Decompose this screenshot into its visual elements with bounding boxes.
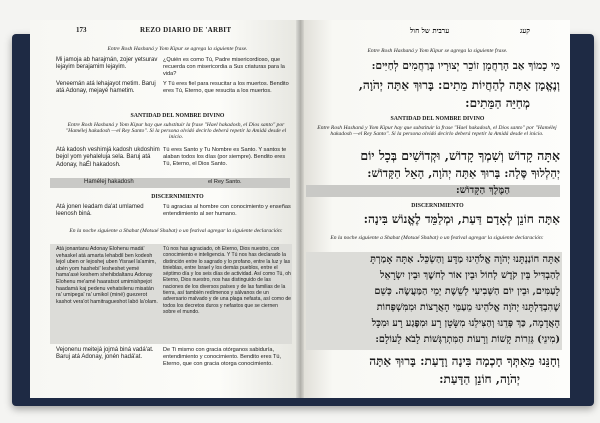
right-page-number: קעג (520, 26, 531, 35)
left-translit-3: Atá kadosh veshimjá kadosh ukdoshim bejol yom yehaleluja sela. Baruj atá Adonay, haÉl hakadosh. (56, 147, 160, 168)
right-hebrew-5: יְהַלְלוּךָ סֶּלָה: בָּרוּךְ אַתָּה יְהֹוָה, הָאֵל הַקָּדוֹשׁ: (367, 166, 560, 180)
left-spanish-1: ¿Quién es como Tú, Padre misericordioso, que recuerda con misericordia a Sus criaturas para la vida? (163, 57, 285, 77)
left-spanish-6: Tú nos has agraciado, oh Eterno, Dios nuestro, con conocimiento e inteligencia. Y Tú nos has declarado la distinción entre lo sagrado y lo profano, entre la luz y las tinieblas, entre Israel y los demás pueblos, entre el séptimo día y los seis días de actividad. Así como Tú, oh Eterno, Dios nuestro, nos has distinguido de las naciones de los diversos países y de las familias de la tierra, así también redímenos y sálvanos de un adversario malvado y de una plaga nefasta, así como de todos los decretos duros y nefastos que se ciernen sobre el mundo. (163, 246, 291, 315)
left-section-discernment: DISCERNIMIENTO (151, 194, 204, 200)
right-hebrew-4: אַתָּה קָדוֹשׁ וְשִׁמְךָ קָדוֹשׁ, וּקְדוֹשִׁים בְּכָל יוֹם (360, 148, 560, 163)
left-spanish-7: De Ti mismo con gracia otórganos sabiduría, entendimiento y conocimiento. Bendito eres Tú, Eterno, que con gracia otorga conocimiento. (163, 347, 282, 367)
left-translit-6: Atá jonantanu Adonay Elohenu madá' vehaskel atá amarta lehabdil ben kodesh lejol uben or lejoshej uben Yisrael la'amim, ubén yom hashebí' lesheshet yemé hama'asé keshem shehibdaltanu Adonay Elohenu me'amé haaratsot umimishpejot haadamá kaj pedenu vehatsilenu misatán ra' umipega' ra' umikol (miné) guezerot kashot vera'ot hamitragueshot labó la'olam. (56, 246, 158, 305)
left-spanish-5: Tú agracias al hombre con conocimiento y enseñas entendimiento al ser humano. (163, 204, 291, 217)
left-running-head: REZO DIARIO DE 'ARBIT (140, 26, 232, 34)
right-running-head: ערבית של חול (410, 26, 450, 35)
left-translit-1: Mi jamoja ab harajmán, zojer yetsurav lejayim berajamim lejayim. (56, 57, 158, 71)
left-instruction-3: En la noche siguiente a Shabat (Motsaé Shabat) o un festival agregar la siguiente declaración: (69, 228, 283, 234)
right-hebrew-13: (מִינֵי) גְּזֵרוֹת קָשׁוֹת וְרָעוֹת הַמִּתְרַגְּשׁוֹת לָבֹא לָעוֹלָם: (375, 334, 560, 345)
left-section-holiness: SANTIDAD DEL NOMBRE DIVINO (130, 113, 225, 119)
right-hebrew-2: וְנֶאֱמָן אַתָּה לְהַחֲיוֹת מֵתִים: בָּרוּךְ אַתָּה יְהֹוָה, (358, 78, 560, 92)
left-translit-4: Hamélej hakadosh (84, 179, 134, 185)
right-hebrew-15: יְהֹוָה, חוֹנֵן הַדָּעַת: (439, 372, 520, 386)
right-hebrew-12: הָאֲדָמָה, כַּךְ פְּדֵנוּ וְהַצִּילֵנוּ מִשָּׂטָן רָע וּמִפֶּגַע רָע וּמִכָּל (371, 318, 560, 329)
right-hebrew-1: מִי כָמוֹךָ אַב הָרַחֲמָן זוֹכֵר יְצוּרָיו בְּרַחֲמִים לְחַיִּים: (371, 60, 560, 72)
left-instruction-2: Entre Rosh Hashaná y Yom Kipur hay que substituir la frase "Hael hakadosh, el Dios santo" por "Hamélej hakadosh —el Rey Santo". Si la persona olvidó decirlo deberá repetir la Amidá desde el inicio. (65, 122, 287, 140)
right-hebrew-8: אַתָּה חוֹנַנְתָּנוּ יְהֹוָה אֱלֹהֵינוּ מַדָּע וְהַשְׂכֵּל. אַתָּה אָמַרְתָּ (370, 254, 560, 265)
left-instruction-1: Entre Rosh Hashaná y Yom Kipur se agrega la siguiente frase. (107, 46, 248, 52)
left-spanish-3: Tú eres Santo y Tu Nombre es Santo. Y santos te alaban todos los días (por siempre). Bendito eres Tú, Eterno, el Dios Santo. (163, 147, 287, 167)
right-hebrew-6: הַמֶּלֶךְ הַקָּדוֹשׁ: (456, 185, 510, 196)
left-translit-2: Veneemán atá lehajayot metim. Baruj atá Adonay, mejayé hametim. (56, 81, 156, 95)
left-page (30, 20, 300, 398)
right-hebrew-10: לָעַמִּים, וּבֵין יוֹם הַשְּׁבִיעִי לְשֵׁשֶׁת יְמֵי הַמַּעֲשֶׂה. כְּשֵׁם (374, 286, 560, 297)
right-hebrew-9: לְהַבְדִּיל בֵּין קֹדֶשׁ לְחוֹל וּבֵין אוֹר לְחשֶׁךְ וּבֵין יִשְׂרָאֵל (380, 270, 560, 281)
right-hebrew-14: וְחָנֵּנוּ מֵאִתְּךָ חָכְמָה בִּינָה וָדָעַת: בָּרוּךְ אַתָּה (369, 354, 560, 368)
right-hebrew-7: אַתָּה חוֹנֵן לְאָדָם דַּעַת, וּמְלַמֵּד לֶאֱנוֹשׁ בִּינָה: (363, 212, 560, 226)
right-section-holiness: SANTIDAD DEL NOMBRE DIVINO (390, 116, 485, 122)
right-instruction-1: Entre Rosh Hashaná y Yom Kipur se agrega la siguiente frase. (367, 48, 508, 54)
right-instruction-3: En la noche siguiente a Shabat (Motsaé Shabat) o un festival agregar la siguiente declaración: (330, 235, 544, 241)
book-spine-gutter (296, 20, 304, 398)
left-spanish-4: el Rey Santo. (208, 179, 242, 185)
left-spanish-2: Y Tú eres fiel para resucitar a los muertos. Bendito eres Tú, Eterno, que resucita a los muertos. (163, 81, 289, 94)
right-hebrew-3: מְחַיֵּה הַמֵּתִים: (465, 96, 530, 110)
right-hebrew-11: שֶׁהִבְדַּלְתָּנוּ יְהֹוָה אֱלֹהֵינוּ מֵעַמֵּי הָאֲרָצוֹת וּמִמִּשְׁפְּחוֹת (376, 302, 560, 313)
right-instruction-2: Entre Rosh Hashaná y Yom Kipur hay que substituir la frase "Hael hakadosh, el Dios santo" por "Hamélej hakadosh —el Rey Santo". Si la persona olvidó decirlo deberá repetir la Amidá desde el inicio. (317, 125, 557, 137)
left-page-number: 173 (76, 26, 87, 34)
left-translit-7: Vejonenu meitejá jojmá biná vadá'at. Baruj atá Adonay, jonén hadá'at. (56, 347, 154, 361)
right-page (300, 20, 570, 398)
right-section-discernment: DISCERNIMIENTO (411, 203, 464, 209)
left-translit-5: Atá jonen leadam da'at umlamed leenosh biná. (56, 204, 144, 218)
